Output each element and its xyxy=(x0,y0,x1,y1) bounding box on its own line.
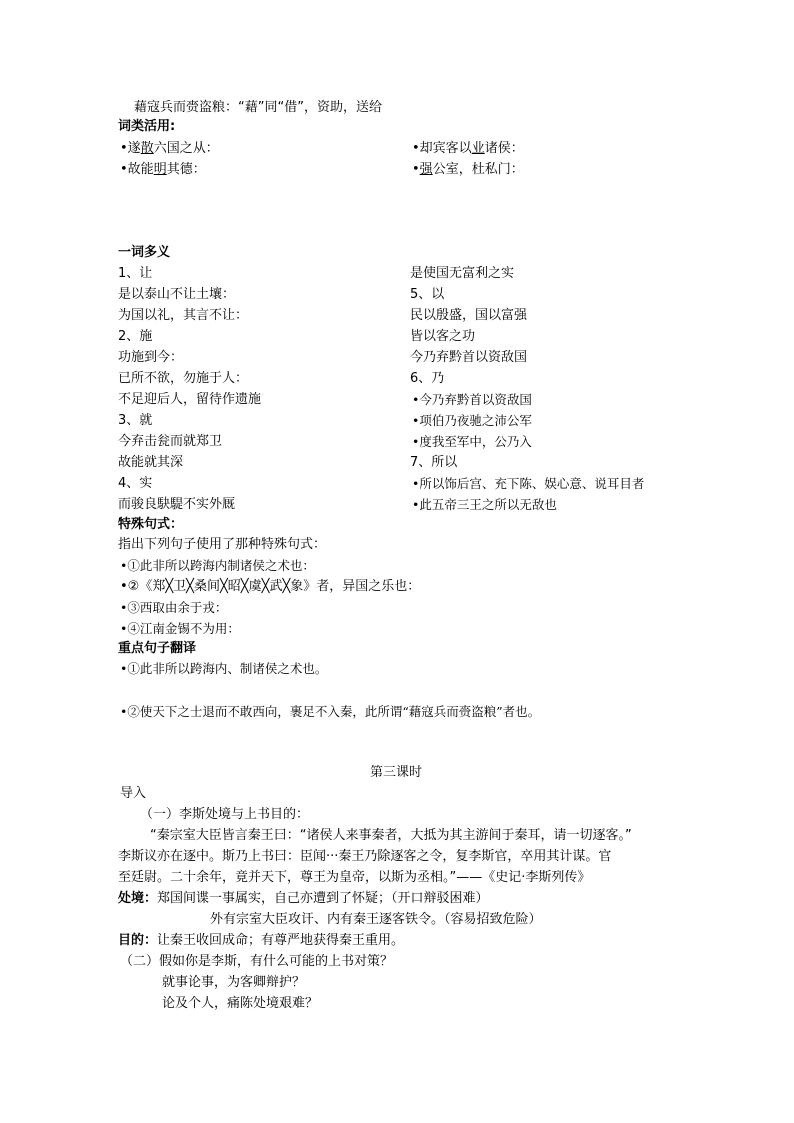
yi-ci-left-line: 是以泰山不让土壤： xyxy=(118,287,236,302)
lesson-title: 第三课时 xyxy=(370,765,423,780)
key-word: 业 xyxy=(471,141,485,156)
yi-ci-right-line: 皆以客之功 xyxy=(410,329,476,344)
fan-yi-heading: 重点句子翻译 xyxy=(118,641,197,656)
situation-line-2: 外有宗室大臣攻讦、内有秦王逐客铁令。（容易招致危险） xyxy=(210,912,542,927)
ci-lei-item-right-2: •强公室，杜私门： xyxy=(412,162,524,177)
yi-ci-left-line: 今弃击瓮而就郑卫 xyxy=(118,434,223,449)
te-shu-item: •④江南金锡不为用： xyxy=(120,621,240,636)
lesson-sub2: （二）假如你是李斯，有什么可能的上书对策？ xyxy=(120,954,394,969)
yi-ci-right-line: 民以殷盛，国以富强 xyxy=(410,308,528,323)
yi-ci-right-line: •今乃弃黔首以资敌国 xyxy=(412,392,532,407)
key-word: 强 xyxy=(419,162,433,177)
bullet: • xyxy=(412,141,420,156)
fan-yi-item: •①此非所以跨海内、制诸侯之术也。 xyxy=(120,661,328,676)
yi-ci-left-line: 4、实 xyxy=(118,476,153,491)
ci-lei-item-left-2: •故能明其德： xyxy=(120,162,206,177)
intro-line: 藉寇兵而赍盗粮：“藉”同“借”，资助，送给 xyxy=(134,100,382,115)
situation-line: 处境：郑国间谍一事属实，自己亦遭到了怀疑；（开口辩驳困难） xyxy=(118,891,489,906)
situation-label: 处境： xyxy=(118,891,158,906)
bullet: • xyxy=(412,162,420,177)
key-word: 散 xyxy=(140,141,154,156)
goal-line: 目的：让秦王收回成命；有尊严地获得秦王重用。 xyxy=(118,933,405,948)
quote-line: “秦宗室大臣皆言秦王曰：“诸侯人来事秦者，大抵为其主游间于秦耳，请一切逐客。” xyxy=(150,828,632,843)
quote-line: 至廷尉。二十余年，竟并天下，尊王为皇帝，以斯为丞相。”——《史记·李斯列传》 xyxy=(118,870,591,885)
yi-ci-left-line: 2、施 xyxy=(118,329,153,344)
yi-ci-left-line: 为国以礼，其言不让： xyxy=(118,308,249,323)
yi-ci-left-line: 而骏良駃騠不实外厩 xyxy=(118,497,236,512)
yi-ci-right-line: •项伯乃夜驰之沛公军 xyxy=(412,413,532,428)
goal-label: 目的： xyxy=(118,933,158,948)
yi-ci-right-line: 7、所以 xyxy=(410,455,458,470)
yi-ci-right-line: 今乃弃黔首以资敌国 xyxy=(410,350,528,365)
yi-ci-left-line: 3、就 xyxy=(118,413,153,428)
te-shu-heading: 特殊句式： xyxy=(118,517,184,532)
lesson-intro: 导入 xyxy=(120,786,147,801)
quote-line: 李斯议亦在逐中。斯乃上书曰：臣闻···秦王乃除逐客之令，复李斯官，卒用其计谋。官 xyxy=(118,849,612,864)
yi-ci-heading: 一词多义 xyxy=(118,245,171,260)
answer-line: 就事论事，为客卿辩护？ xyxy=(162,975,306,990)
yi-ci-right-line: •此五帝三王之所以无敌也 xyxy=(412,497,557,512)
yi-ci-right-line: •所以饰后宫、充下陈、娱心意、说耳目者 xyxy=(412,476,645,491)
yi-ci-left-line: 已所不欲，勿施于人： xyxy=(118,371,249,386)
lesson-sub1: （一）李斯处境与上书目的： xyxy=(140,807,310,822)
te-shu-prompt: 指出下列句子使用了那种特殊句式： xyxy=(118,537,327,552)
yi-ci-right-line: 6、乃 xyxy=(410,371,445,386)
yi-ci-right-line: •度我至军中，公乃入 xyxy=(412,434,532,449)
te-shu-item: •①此非所以跨海内制诸侯之术也： xyxy=(120,558,315,573)
yi-ci-left-line: 功施到今： xyxy=(118,350,184,365)
bullet: • xyxy=(120,162,128,177)
te-shu-item: •③西取由余于戎： xyxy=(120,600,228,615)
answer-line: 论及个人，痛陈处境艰难？ xyxy=(162,996,319,1011)
ci-lei-heading: 词类活用: xyxy=(118,119,176,134)
yi-ci-left-line: 1、让 xyxy=(118,266,153,281)
ci-lei-item-left-1: •遂散六国之从： xyxy=(120,141,219,156)
yi-ci-right-line: 5、以 xyxy=(410,287,445,302)
te-shu-item: •②《郑╳卫╳桑间╳昭╳虞╳武╳象》者，异国之乐也： xyxy=(120,579,421,594)
bullet: • xyxy=(120,141,128,156)
fan-yi-item: •②使天下之士退而不敢西向，裹足不入秦，此所谓“藉寇兵而赍盗粮”者也。 xyxy=(120,704,541,719)
yi-ci-left-line: 故能就其深 xyxy=(118,455,184,470)
key-word: 明 xyxy=(153,162,167,177)
yi-ci-left-line: 不足迎后人，留待作遗施 xyxy=(118,392,262,407)
yi-ci-right-line: 是使国无富利之实 xyxy=(410,266,515,281)
ci-lei-item-right-1: •却宾客以业诸侯： xyxy=(412,141,524,156)
